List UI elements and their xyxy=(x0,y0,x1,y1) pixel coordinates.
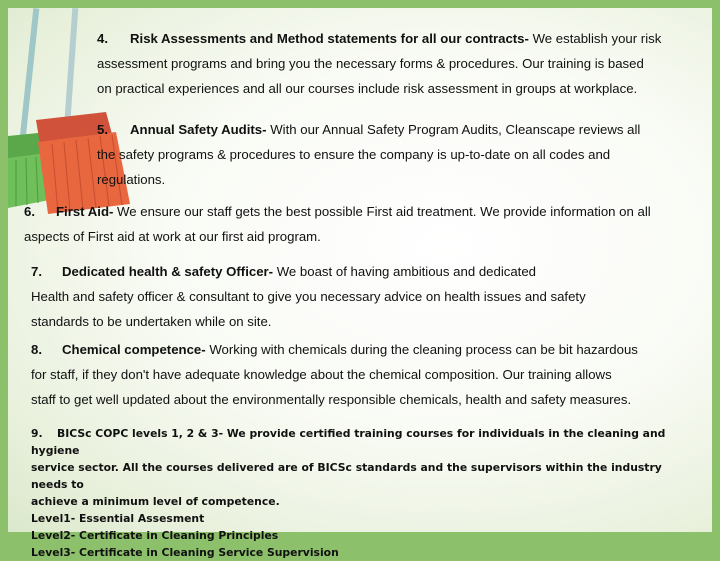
item-heading: Annual Safety Audits- xyxy=(130,122,267,137)
list-item-first-aid xyxy=(24,199,710,249)
item-body: assessment programs and bring you the necessary forms & procedures. Our training is based xyxy=(97,56,644,71)
item-number: 7. xyxy=(31,264,42,279)
list-item-risk-assessments xyxy=(97,26,707,101)
item-body: staff to get well updated about the environmentally responsible chemicals, health and safety measures. xyxy=(31,392,632,407)
item-number: 6. xyxy=(24,204,35,219)
list-item-chemical-competence xyxy=(31,337,703,412)
list-item-bicsc-copc xyxy=(31,425,691,561)
item-heading: Risk Assessments and Method statements for all our contracts- xyxy=(130,31,529,46)
item-body: achieve a minimum level of competence. xyxy=(31,495,280,508)
item-heading: Chemical competence- xyxy=(62,342,206,357)
item-number: 5. xyxy=(97,122,108,137)
item-body: service sector. All the courses delivered are of BICSc standards and the supervisors within the industry needs to xyxy=(31,461,662,491)
list-item-safety-officer xyxy=(31,259,701,334)
item-body: for staff, if they don't have adequate knowledge about the chemical composition. Our training allows xyxy=(31,367,612,382)
item-body: aspects of First aid at work at our first aid program. xyxy=(24,229,321,244)
item-heading: Dedicated health & safety Officer- xyxy=(62,264,274,279)
item-heading: First Aid- xyxy=(56,204,114,219)
level-entry: Level1- Essential Assesment xyxy=(31,512,205,525)
item-body: Health and safety officer & consultant to give you necessary advice on health issues and safety xyxy=(31,289,586,304)
item-body: on practical experiences and all our courses include risk assessment in groups at workplace. xyxy=(97,81,638,96)
item-number: 9. xyxy=(31,427,43,440)
item-body: the safety programs & procedures to ensure the company is up-to-date on all codes and xyxy=(97,147,611,162)
item-body: Working with chemicals during the cleaning process can be bit hazardous xyxy=(205,342,638,357)
list-item-safety-audits xyxy=(97,117,707,192)
slide xyxy=(8,8,712,559)
item-number: 4. xyxy=(97,31,108,46)
item-body: We establish your risk xyxy=(528,31,662,46)
item-body: We boast of having ambitious and dedicated xyxy=(273,264,537,279)
item-body: We ensure our staff gets the best possible First aid treatment. We provide information on all xyxy=(113,204,651,219)
level-entry: Level2- Certificate in Cleaning Principles xyxy=(31,529,279,542)
item-number: 8. xyxy=(31,342,42,357)
item-body: regulations. xyxy=(97,172,166,187)
level-entry: Level3- Certificate in Cleaning Service Supervision xyxy=(31,546,339,559)
item-body: standards to be undertaken while on site. xyxy=(31,314,272,329)
item-body: BICSc COPC levels 1, 2 & 3- We provide certified training courses for individuals in the cleaning and hygiene xyxy=(31,427,666,457)
item-body: With our Annual Safety Program Audits, Cleanscape reviews all xyxy=(266,122,641,137)
